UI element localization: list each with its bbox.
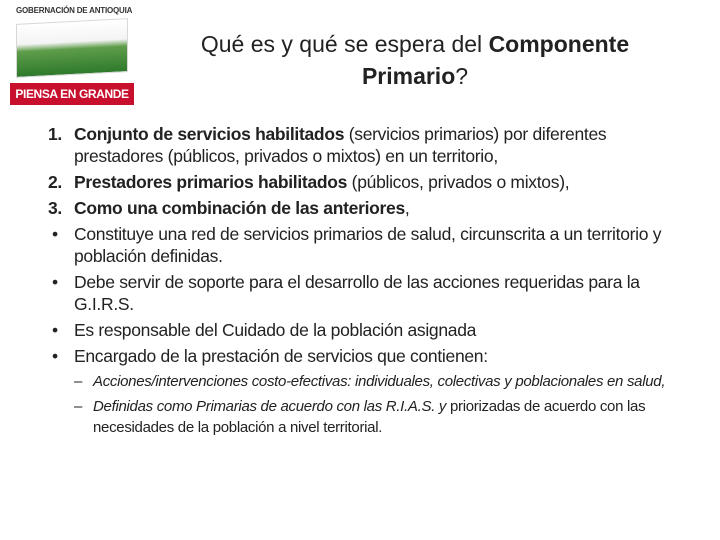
list-item [30,345,698,367]
list-item [30,197,698,219]
title-part1: Qué es y qué se espera del [200,31,489,57]
list-item [30,271,698,315]
list-marker: 3. [48,198,62,218]
bullet-marker: • [52,320,58,340]
list-item [30,319,698,341]
dash-marker: – [74,398,83,415]
list-item-text: Debe servir de soporte para el desarrollo de las acciones requeridas para la G.I.R.S. [74,272,640,314]
flag-icon [16,18,128,78]
list-item-bold: Prestadores primarios habilitados [74,172,348,192]
sub-item-text: priorizadas de acuerdo con las necesidades de la población a nivel territorial. [93,398,646,436]
bullet-marker: • [52,272,58,292]
dash-marker: – [74,373,83,390]
list-item [30,223,698,267]
list-item-text: Constituye una red de servicios primarios de salud, circunscrita a un territorio y población definidas. [74,224,662,266]
list-item-text: (servicios primarios) por diferentes prestadores (públicos, privados o mixtos) en un territorio, [74,124,607,166]
bullet-marker: • [52,346,58,366]
list-item-text: Es responsable del Cuidado de la población asignada [74,320,477,340]
sub-list-item [30,396,698,438]
list-item-bold: Conjunto de servicios habilitados [74,124,345,144]
list-marker: 1. [48,124,62,144]
sub-item-italic: Definidas como Primarias de acuerdo con las R.I.A.S. y [93,398,447,415]
slide-title [160,28,670,92]
logo-top-text: GOBERNACIÓN DE ANTIOQUIA [16,6,133,15]
list-item [30,171,698,193]
bullet-marker: • [52,224,58,244]
list-item-text: (públicos, privados o mixtos), [347,172,570,192]
title-bold: Componente Primario [361,31,630,89]
list-item-text: , [404,198,410,218]
title-part2: ? [455,63,469,89]
list-marker: 2. [48,172,62,192]
logo-banner: PIENSA EN GRANDE [10,83,134,105]
logo [8,6,136,106]
list-item [30,123,698,167]
content-list [30,123,698,442]
list-item-bold: Como una combinación de las anteriores [74,198,405,218]
sub-list-item [30,371,698,392]
list-item-text: Encargado de la prestación de servicios que contienen: [74,346,488,366]
sub-item-italic: Acciones/intervenciones costo-efectivas: individuales, colectivas y poblacionales en salud, [93,373,666,390]
